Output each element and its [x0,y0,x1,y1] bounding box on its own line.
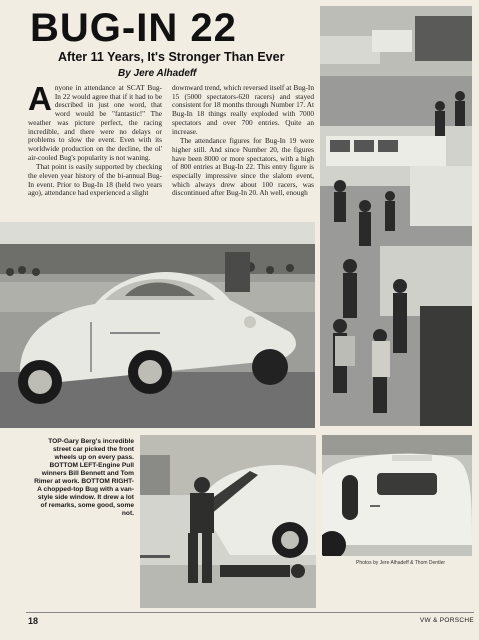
caption-label-top: TOP- [48,438,64,445]
article-title: BUG-IN 22 [30,6,237,50]
magazine-name: VW & PORSCHE [419,617,474,624]
drop-cap: A [28,80,52,117]
footer-divider [26,612,474,613]
body-column-2 [172,84,314,199]
photo-caption [30,438,134,518]
article-byline: By Jere Alhadeff [118,68,197,79]
photo-credit: Photos by Jere Alhadeff & Thom Dentler [356,560,446,566]
caption-label-bottom-left: BOTTOM LEFT- [49,462,99,469]
body-paragraph: The attendance figures for Bug-In 19 were higher still. And since Number 20, the figures have been 8000 or more spectators, with a high of 800 entries at Bug-In 22. This entry figure is especially impressive since the slalom event, which always drew about 100 racers, was discontinued after Bug-In 20. Ah well, enough [172,136,314,198]
photo-engine-pull [140,435,316,608]
caption-text-bottom-right: A chopped-top Bug with a van-style side window. It drew a lot of remarks, some good, some not. [37,486,134,517]
caption-label-bottom-right: BOTTOM RIGHT- [81,478,134,485]
body-paragraph: That point is easily supported by checking the eleven year history of the bi-annual Bug-In event. Prior to Bug-In 18 (held two years ago), attendance had experienced a slight [28,162,162,198]
body-paragraph: downward trend, which reversed itself at Bug-In 15 (5000 spectators-620 racers) and stayed consistent for 18 months through Number 17. At Bug-In 18 things really exploded with 7000 spectators and over 700 entries. Quite an increase. [172,83,314,136]
photo-chopped-bug [322,435,472,556]
photo-bug-wheelie [0,222,315,428]
body-paragraph: Anyone in attendance at SCAT Bug-In 22 would agree that if it had to be described in just one word, that word would be "fantastic!" The weather was picture perfect, the racing incredible, and there were no delays or problems to slow the event. Even with its worldwide production on the decline, the ol' air-cooled Bug's popularity is not waning. [28,80,162,162]
caption-text-bottom-left: Engine Pull winners Bill Bennett and Tom Rimer at work. [34,462,134,485]
article-subtitle: After 11 Years, It's Stronger Than Ever [58,50,285,64]
caption-text-top: Gary Berg's incredible street car picked the front wheels up on every pass. [53,438,134,461]
photo-crowd-vans [320,6,472,426]
page-number: 18 [28,616,39,626]
body-column-1 [28,80,162,199]
